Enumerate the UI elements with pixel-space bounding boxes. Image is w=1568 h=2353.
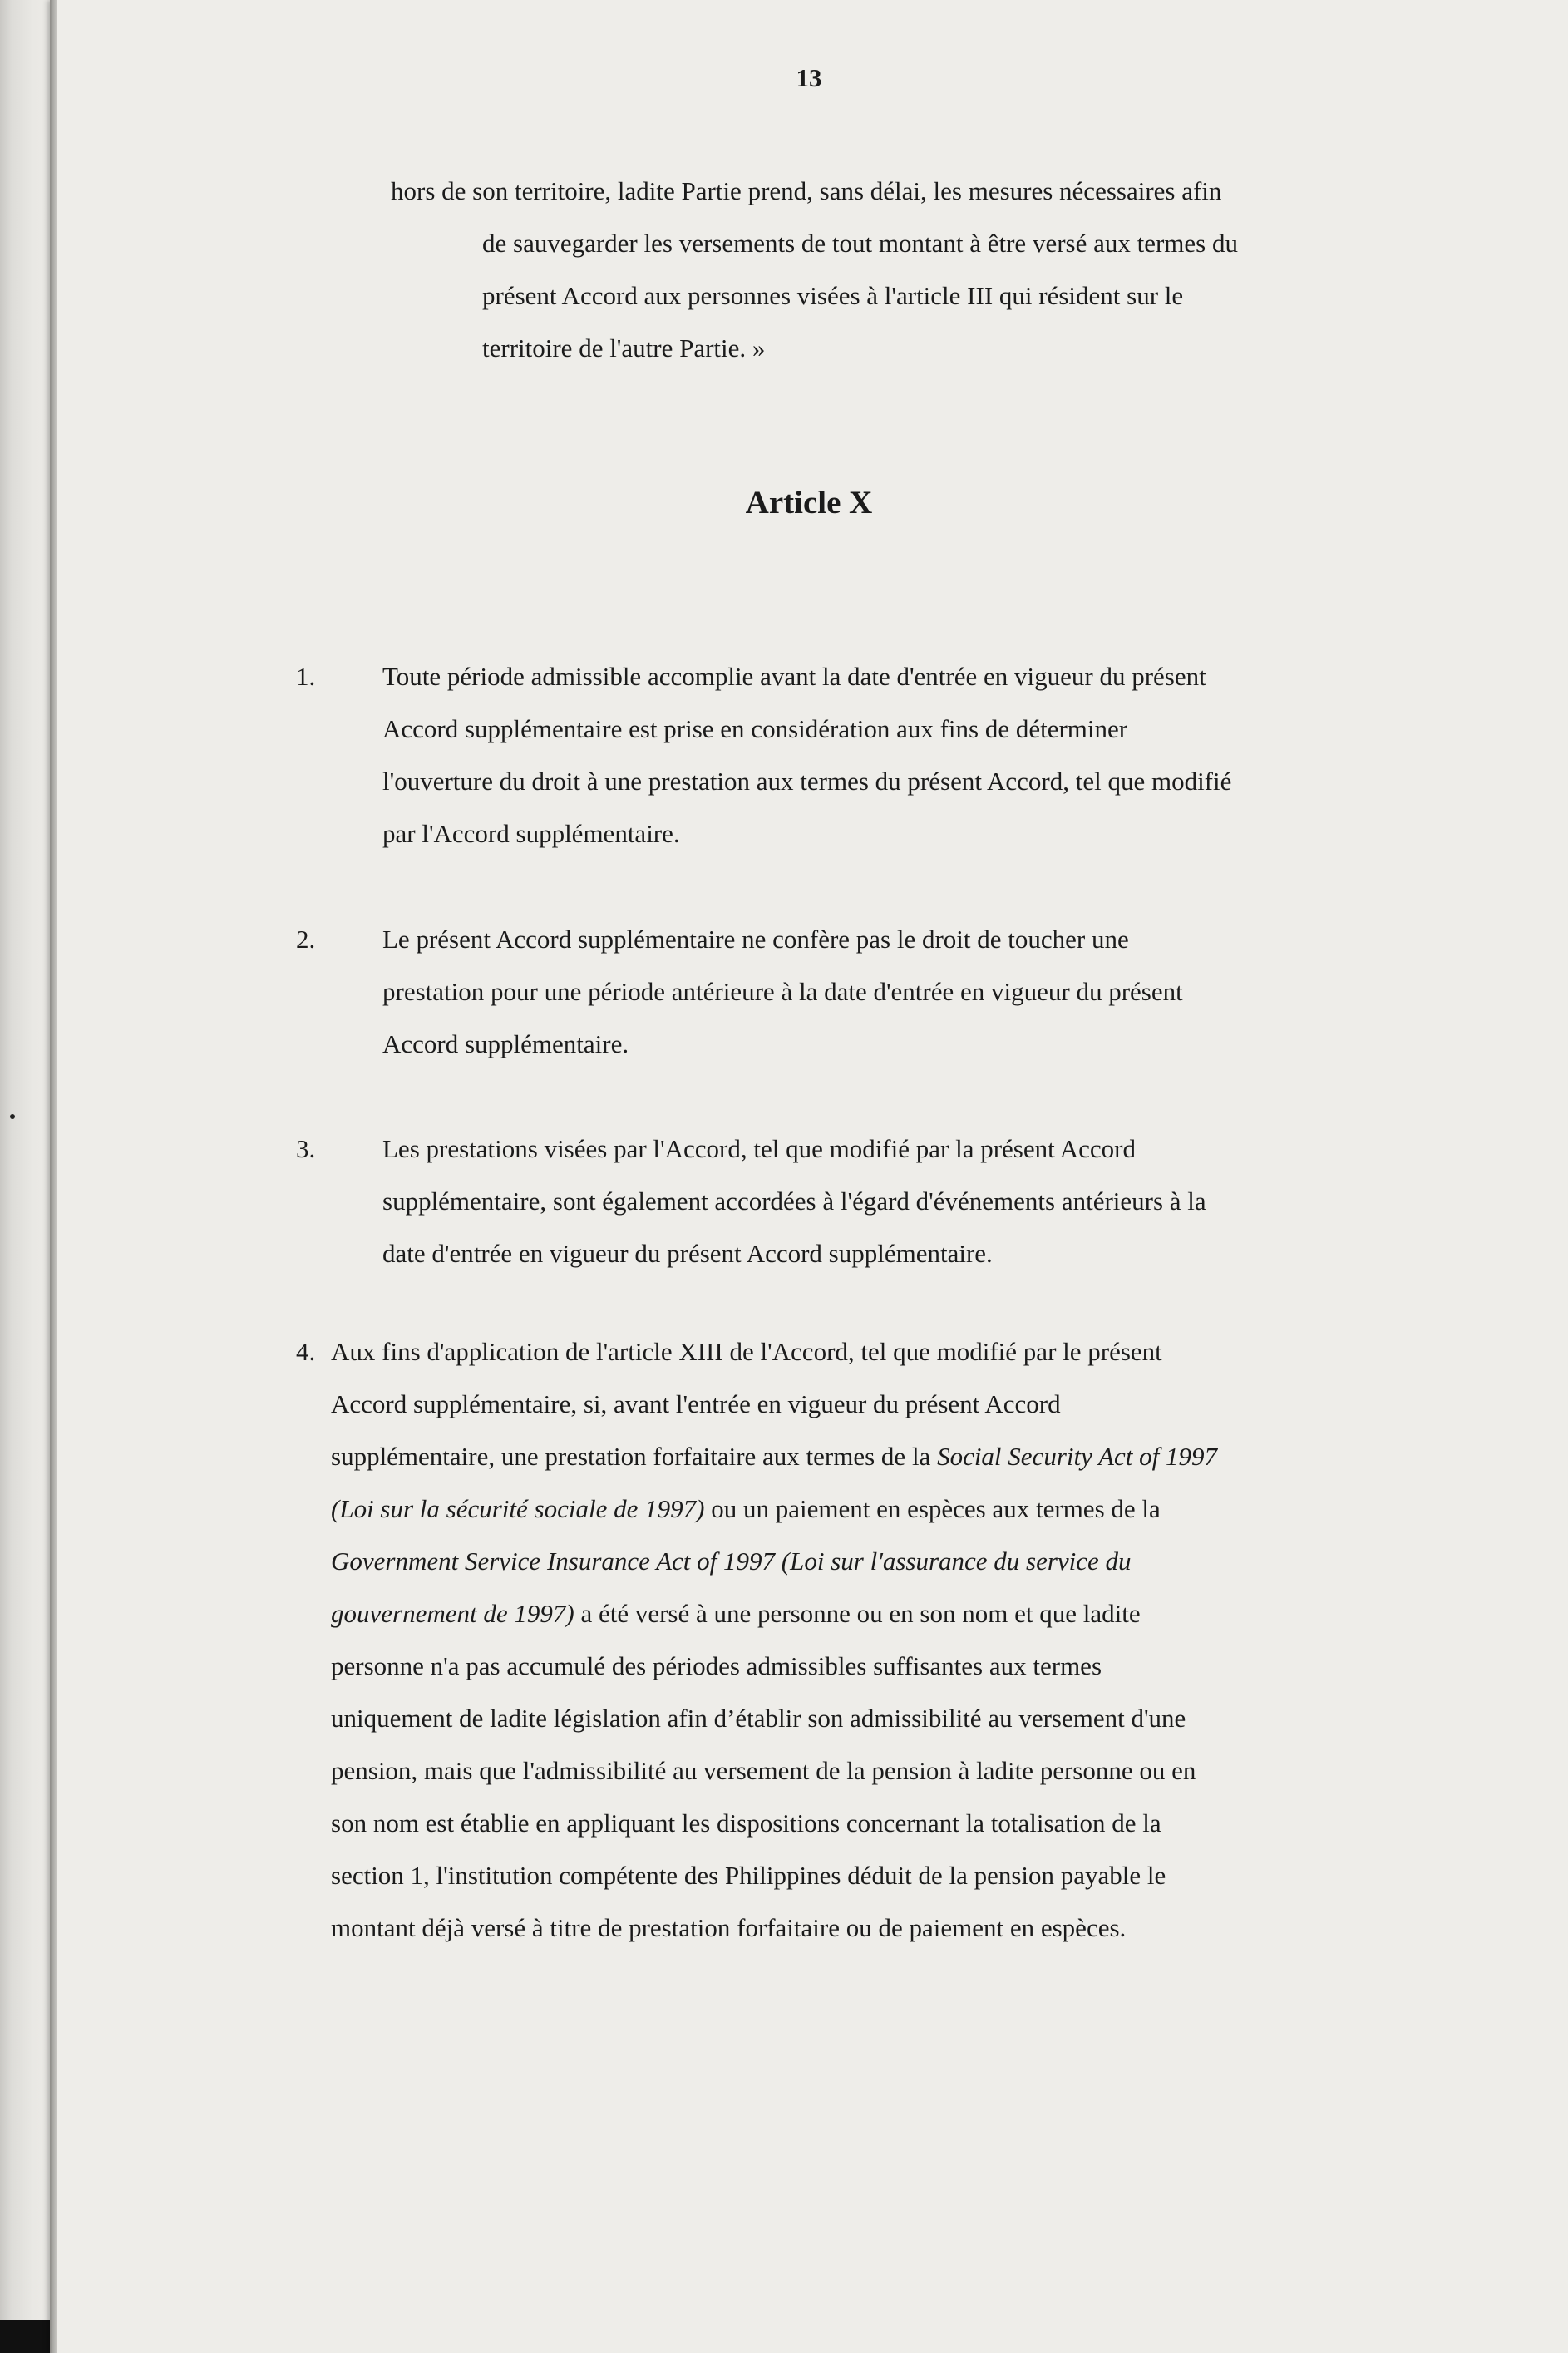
act-title-italic: gouvernement de 1997) bbox=[331, 1599, 574, 1628]
intro-paragraph bbox=[391, 165, 1238, 374]
item-1-paragraph bbox=[382, 650, 1231, 860]
item-line: section 1, l'institution compétente des Philippines déduit de la pension payable le bbox=[331, 1861, 1166, 1890]
item-3-paragraph bbox=[382, 1122, 1206, 1280]
intro-line: territoire de l'autre Partie. » bbox=[482, 333, 766, 363]
page-number: 13 bbox=[796, 63, 822, 92]
item-4-first-line bbox=[331, 1325, 1162, 1378]
item-line: Les prestations visées par l'Accord, tel que modifié par la présent Accord bbox=[382, 1134, 1136, 1163]
item-line: montant déjà versé à titre de prestation forfaitaire ou de paiement en espèces. bbox=[331, 1913, 1127, 1942]
item-line: par l'Accord supplémentaire. bbox=[382, 819, 680, 848]
item-number: 2. bbox=[296, 925, 316, 954]
item-line: Accord supplémentaire, si, avant l'entrée en vigueur du présent Accord bbox=[331, 1389, 1061, 1418]
item-line: prestation pour une période antérieure à la date d'entrée en vigueur du présent bbox=[382, 977, 1183, 1006]
act-title-italic: (Loi sur la sécurité sociale de 1997) bbox=[331, 1494, 705, 1523]
item-line: pension, mais que l'admissibilité au versement de la pension à ladite personne ou en bbox=[331, 1756, 1196, 1785]
item-line: Toute période admissible accomplie avant la date d'entrée en vigueur du présent bbox=[382, 662, 1206, 691]
item-line bbox=[331, 1482, 1217, 1535]
act-title-italic: Social Security Act of 1997 bbox=[937, 1442, 1217, 1471]
item-line: Le présent Accord supplémentaire ne confère pas le droit de toucher une bbox=[382, 925, 1129, 954]
item-4-paragraph bbox=[331, 1378, 1217, 1954]
act-title-italic: Government Service Insurance Act of 1997 (Loi sur l'assurance du service du bbox=[331, 1546, 1132, 1576]
document-page bbox=[50, 0, 1568, 2353]
item-line: Accord supplémentaire est prise en considération aux fins de déterminer bbox=[382, 714, 1128, 743]
item-text: a été versé à une personne ou en son nom et que ladite bbox=[574, 1599, 1141, 1628]
item-line bbox=[331, 1587, 1217, 1640]
article-heading: Article X bbox=[745, 485, 873, 520]
item-line: l'ouverture du droit à une prestation aux termes du présent Accord, tel que modifié bbox=[382, 767, 1232, 796]
item-line: Aux fins d'application de l'article XIII de l'Accord, tel que modifié par le présent bbox=[331, 1337, 1162, 1366]
intro-line: hors de son territoire, ladite Partie prend, sans délai, les mesures nécessaires afin bbox=[391, 176, 1222, 205]
item-line bbox=[331, 1535, 1217, 1587]
item-number: 4. bbox=[296, 1337, 316, 1366]
item-line: son nom est établie en appliquant les dispositions concernant la totalisation de la bbox=[331, 1808, 1161, 1838]
item-line: Accord supplémentaire. bbox=[382, 1029, 629, 1058]
item-line bbox=[331, 1430, 1217, 1482]
intro-line: présent Accord aux personnes visées à l'article III qui résident sur le bbox=[482, 281, 1184, 310]
item-number: 3. bbox=[296, 1134, 316, 1163]
intro-line: de sauvegarder les versements de tout montant à être versé aux termes du bbox=[482, 229, 1238, 258]
item-line: date d'entrée en vigueur du présent Accord supplémentaire. bbox=[382, 1239, 993, 1268]
page-spine bbox=[50, 0, 57, 2353]
edge-speck bbox=[10, 1114, 15, 1119]
item-text: ou un paiement en espèces aux termes de la bbox=[704, 1494, 1161, 1523]
item-number: 1. bbox=[296, 662, 316, 691]
item-text: supplémentaire, une prestation forfaitaire aux termes de la bbox=[331, 1442, 938, 1471]
item-line: personne n'a pas accumulé des périodes admissibles suffisantes aux termes bbox=[331, 1651, 1102, 1680]
item-line: supplémentaire, sont également accordées à l'égard d'événements antérieurs à la bbox=[382, 1186, 1206, 1216]
item-2-paragraph bbox=[382, 913, 1183, 1070]
item-line: uniquement de ladite législation afin d’établir son admissibilité au versement d'une bbox=[331, 1704, 1186, 1733]
